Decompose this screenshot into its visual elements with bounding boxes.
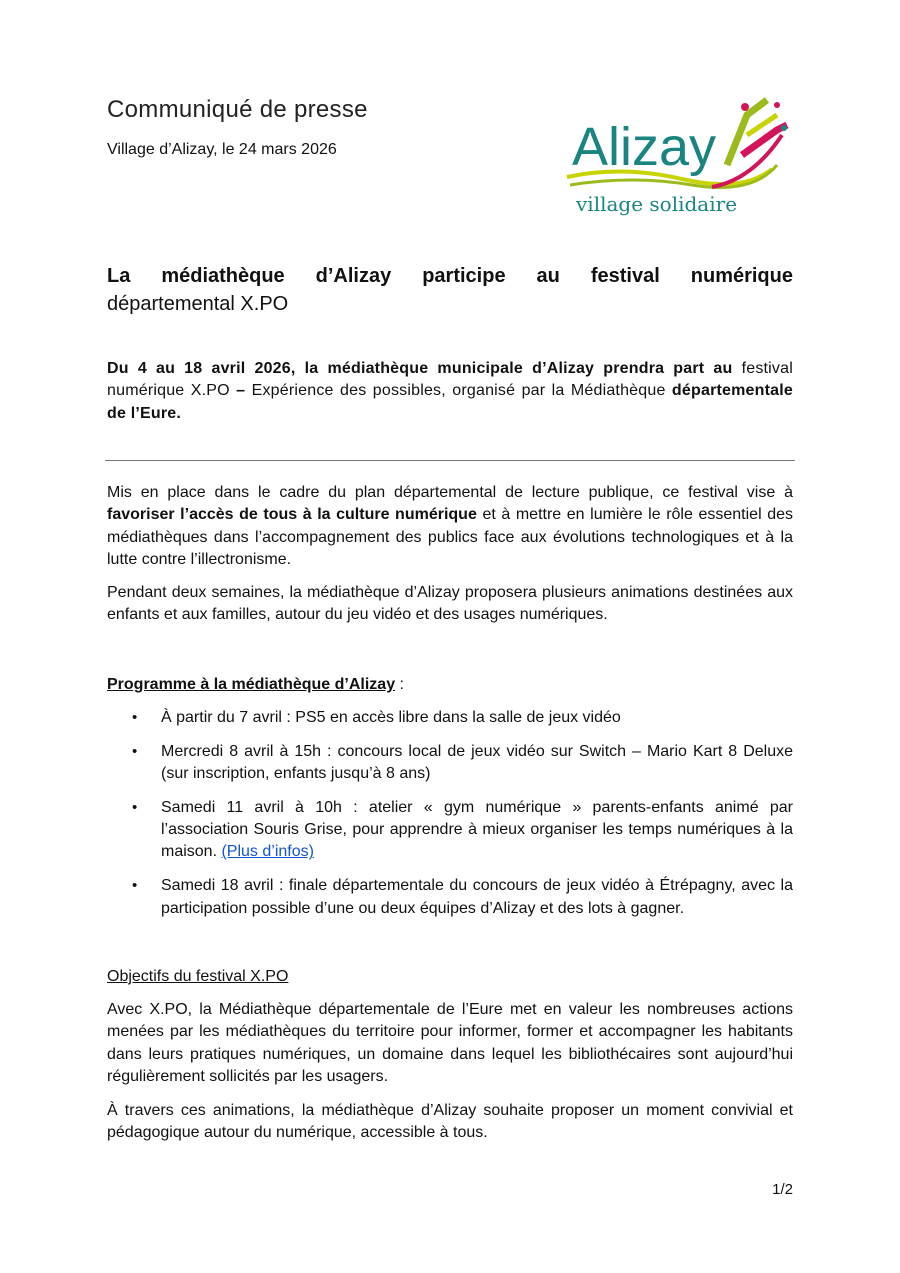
headline <box>107 262 793 318</box>
intro-text: festival numérique X.PO <box>107 360 793 400</box>
logo-wordmark: Alizay <box>572 117 717 177</box>
headline-line1: La médiathèque d’Alizay participe au festival numérique <box>107 265 793 287</box>
programme-list <box>107 707 793 931</box>
section-divider <box>105 460 795 461</box>
headline-line2: départemental X.PO <box>107 293 289 315</box>
intro-dash: – <box>236 382 246 400</box>
alizay-logo <box>562 95 792 220</box>
objectifs-heading-text: Objectifs du festival X.PO <box>107 968 289 985</box>
conclusion-paragraph: À travers ces animations, la médiathèque d’Alizay souhaite proposer un moment convivial et pédagogique autour du numérique, accessible à tous. <box>107 1102 793 1142</box>
date-line: Village d’Alizay, le 24 mars 2026 <box>107 141 337 158</box>
intro-text-2: Expérience des possibles, organisé par la Médiathèque <box>245 382 672 400</box>
context-text-2: et à mettre en lumière le rôle essentiel des médiathèques dans l’accompagnement des publics face aux évolutions technologiques et à la lutte contre l’illectronisme. <box>107 506 793 568</box>
intro-paragraph <box>107 358 793 425</box>
context-paragraph <box>107 482 793 571</box>
list-item-text: Mercredi 8 avril à 15h : concours local de jeux vidéo sur Switch – Mario Kart 8 Deluxe (sur inscription, enfants jusqu’à 8 ans) <box>161 742 793 783</box>
logo-tagline: village solidaire <box>576 192 738 216</box>
objectifs-heading <box>107 966 793 988</box>
list-item-text: Samedi 11 avril à 10h : atelier « gym numérique » parents-enfants animé par l’association Souris Grise, pour apprendre à mieux organiser les temps numériques à la maison. <box>161 798 793 861</box>
list-item-text: À partir du 7 avril : PS5 en accès libre dans la salle de jeux vidéo <box>161 709 621 726</box>
list-item <box>107 707 793 729</box>
page-number: 1/2 <box>772 1181 793 1198</box>
programme-colon: : <box>395 676 404 693</box>
context-text: Mis en place dans le cadre du plan départemental de lecture publique, ce festival vise à <box>107 484 793 501</box>
list-item <box>107 741 793 786</box>
intro-bold-end: départementale de l’Eure. <box>107 382 793 422</box>
intro-bold-start: Du 4 au 18 avril 2026, la médiathèque municipale d’Alizay prendra part au <box>107 360 733 377</box>
objectifs-paragraph: Avec X.PO, la Médiathèque départementale de l’Eure met en valeur les nombreuses actions menées par les médiathèques du territoire pour informer, former et accompagner les habitants dans leurs pratiques numériques, un domaine dans lequel les bibliothécaires sont aujourd’hui régulièrement sollicités par les usagers. <box>107 1001 793 1085</box>
list-item <box>107 875 793 920</box>
context-bold: favoriser l’accès de tous à la culture numérique <box>107 506 477 524</box>
list-item-text: Samedi 18 avril : finale départementale du concours de jeux vidéo à Étrépagny, avec la participation possible d’une ou deux équipes d’Alizay et des lots à gagner. <box>161 877 793 917</box>
programme-heading-text: Programme à la médiathèque d’Alizay <box>107 676 396 693</box>
programme-heading <box>107 674 793 696</box>
animations-paragraph: Pendant deux semaines, la médiathèque d’Alizay proposera plusieurs animations destinées aux enfants et aux familles, autour du jeu vidéo et des usages numériques. <box>107 584 793 624</box>
document-title: Communiqué de presse <box>107 96 368 123</box>
list-item <box>107 797 793 864</box>
more-info-link[interactable]: (Plus d’infos) <box>221 843 314 861</box>
